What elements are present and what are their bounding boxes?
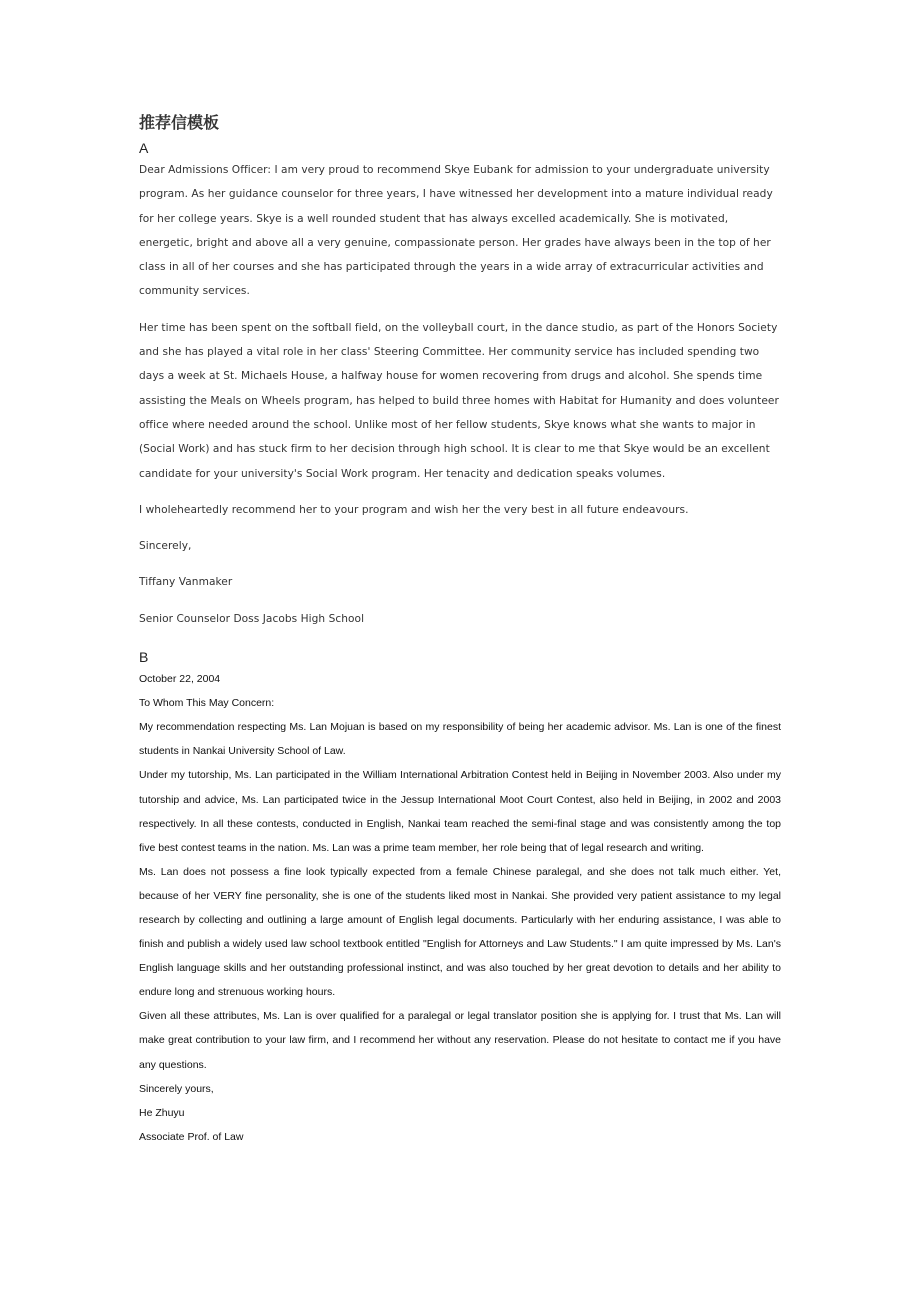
section-b-label: B	[139, 649, 149, 666]
letter-b-date: October 22, 2004	[139, 673, 221, 686]
letter-a-paragraph-3: I wholeheartedly recommend her to your program and wish her the very best in all future endeavours.	[139, 503, 689, 516]
document-page	[139, 112, 781, 1149]
letter-b-signature-name: He Zhuyu	[139, 1106, 185, 1119]
letter-a-paragraph-1: Dear Admissions Officer: I am very proud to recommend Skye Eubank for admission to your undergraduate university program. As her guidance counselor for three years, I have witnessed her development into a mature individual ready for her college years. Skye is a well rounded student that has always excelled academically. She is motivated, energetic, bright and above all a very genuine, compassionate person. Her grades have always been in the top of her class in all of her courses and she has participated through the years in a wide array of extracurricular activities and community services.	[139, 164, 773, 298]
letter-b	[139, 667, 781, 1149]
letter-b-paragraph-3: Ms. Lan does not possess a fine look typically expected from a female Chinese paralegal, and she does not talk much either. Yet, because of her VERY fine personality, she is one of the students liked most in Nankai. She provided very patient assistance to my legal research by collecting and outlining a large amount of English legal documents. Particularly with her enduring assistance, I was able to finish and publish a widely used law school textbook entitled "English for Attorneys and Law Students." I am quite impressed by Ms. Lan's English language skills and her outstanding professional instinct, and was also touched by her great devotion to details and her ability to endure long and strenuous working hours.	[139, 865, 781, 999]
letter-b-paragraph-4: Given all these attributes, Ms. Lan is over qualified for a paralegal or legal translator position she is applying for. I trust that Ms. Lan will make great contribution to your law firm, and I recommend her without any reservation. Please do not hesitate to contact me if you have any questions.	[139, 1010, 781, 1071]
document-title: 推荐信模板	[139, 113, 220, 132]
letter-b-closing: Sincerely yours,	[139, 1082, 214, 1095]
letter-a-paragraph-2: Her time has been spent on the softball field, on the volleyball court, in the dance studio, as part of the Honors Society and she has played a vital role in her class' Steering Committee. Her community service has included spending two days a week at St. Michaels House, a halfway house for women recovering from drugs and alcohol. She spends time assisting the Meals on Wheels program, has helped to build three homes with Habitat for Humanity and does volunteer office where needed around the school. Unlike most of her fellow students, Skye knows what she wants to major in (Social Work) and has stuck firm to her decision through high school. It is clear to me that Skye would be an excellent candidate for your university's Social Work program. Her tenacity and dedication speaks volumes.	[139, 321, 779, 480]
letter-b-signature-title: Associate Prof. of Law	[139, 1130, 244, 1143]
letter-a-closing: Sincerely,	[139, 540, 192, 553]
section-a-label: A	[139, 140, 149, 156]
letter-a	[139, 158, 781, 631]
letter-a-signature-title: Senior Counselor Doss Jacobs High School	[139, 612, 365, 625]
letter-b-paragraph-2: Under my tutorship, Ms. Lan participated in the William International Arbitration Contest held in Beijing in November 2003. Also under my tutorship and advice, Ms. Lan participated twice in the Jessup International Moot Court Contest, also held in Beijing, in 2002 and 2003 respectively. In all these contests, conducted in English, Nankai team reached the semi-final stage and was consistently among the top five best contest teams in the nation. Ms. Lan was a prime team member, her role being that of legal research and writing.	[139, 769, 781, 854]
letter-a-signature-name: Tiffany Vanmaker	[139, 576, 233, 589]
letter-b-paragraph-1: My recommendation respecting Ms. Lan Mojuan is based on my responsibility of being her academic advisor. Ms. Lan is one of the finest students in Nankai University School of Law.	[139, 721, 781, 758]
letter-b-salutation: To Whom This May Concern:	[139, 697, 275, 710]
